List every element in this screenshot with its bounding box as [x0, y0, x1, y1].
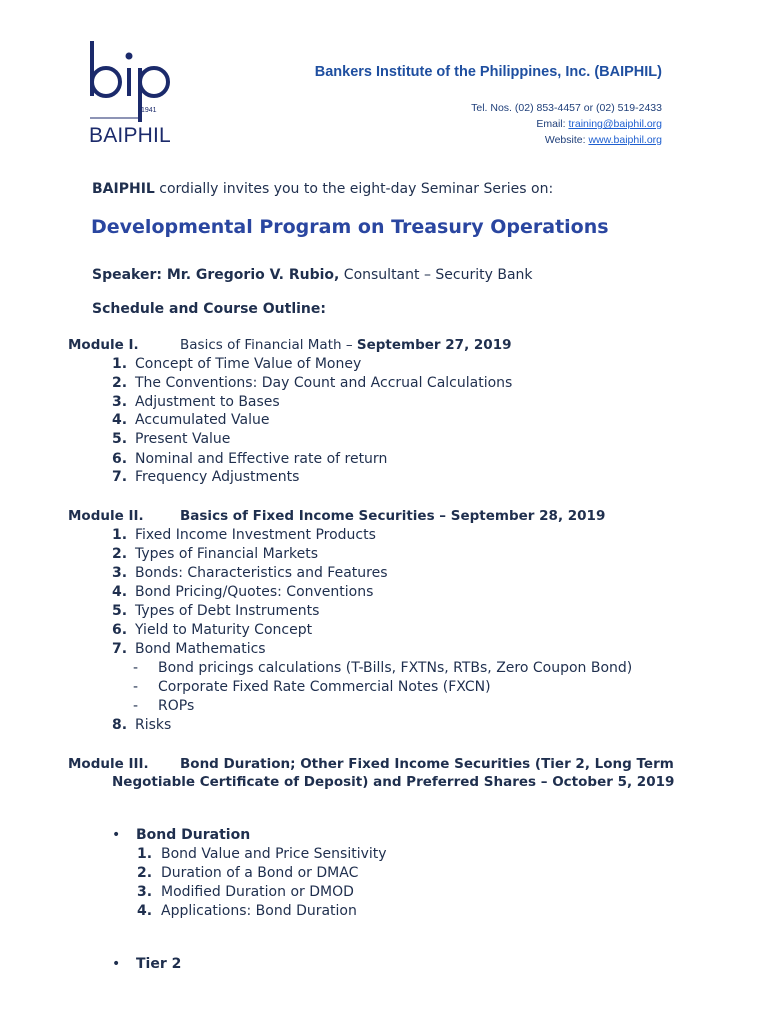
- list-item: 6. Yield to Maturity Concept: [112, 622, 313, 638]
- list-item: 3. Adjustment to Bases: [112, 394, 280, 410]
- module-3-heading: [68, 756, 674, 772]
- list-item: 1. Fixed Income Investment Products: [112, 527, 376, 543]
- list-item: 7. Frequency Adjustments: [112, 469, 300, 485]
- bullet-icon: •: [112, 956, 121, 972]
- telephone-numbers: Tel. Nos. (02) 853-4457 or (02) 519-2433: [471, 102, 662, 114]
- website-label: Website:: [544, 134, 589, 146]
- list-item: 1. Concept of Time Value of Money: [112, 356, 362, 372]
- list-item: 4. Accumulated Value: [112, 412, 270, 428]
- list-item: 4. Applications: Bond Duration: [137, 903, 357, 919]
- module-2-heading: [68, 508, 605, 524]
- sub-list-item: - Bond pricings calculations (T-Bills, FXTNs, RTBs, Zero Coupon Bond): [133, 660, 633, 676]
- schedule-heading: Schedule and Course Outline:: [92, 301, 326, 317]
- list-item: 4. Bond Pricing/Quotes: Conventions: [112, 584, 374, 600]
- speaker-role: Consultant – Security Bank: [339, 267, 533, 283]
- invite-body: cordially invites you to the eight-day Seminar Series on:: [154, 181, 554, 197]
- sub-list-item: - ROPs: [133, 698, 195, 714]
- module-2-label: Module II.: [68, 508, 144, 524]
- list-item: 5. Present Value: [112, 431, 231, 447]
- module-1-label: Module I.: [68, 337, 139, 353]
- sub-list-item: - Corporate Fixed Rate Commercial Notes (FXCN): [133, 679, 491, 695]
- speaker-name: Speaker: Mr. Gregorio V. Rubio,: [92, 267, 340, 283]
- logo-year: 1941: [141, 107, 157, 114]
- email-line: [536, 118, 662, 130]
- organization-name: Bankers Institute of the Philippines, Inc. (BAIPHIL): [314, 64, 662, 80]
- list-item: 5. Types of Debt Instruments: [112, 603, 320, 619]
- list-item: 7. Bond Mathematics: [112, 641, 266, 657]
- website-line: [545, 134, 662, 146]
- list-item: 1. Bond Value and Price Sensitivity: [137, 846, 387, 862]
- list-item: 2. The Conventions: Day Count and Accrual Calculations: [112, 375, 513, 391]
- list-item: 6. Nominal and Effective rate of return: [112, 451, 388, 467]
- list-item: 2. Types of Financial Markets: [112, 546, 319, 562]
- module-1-date: September 27, 2019: [356, 337, 512, 353]
- list-item: 2. Duration of a Bond or DMAC: [137, 865, 359, 881]
- bullet-item-tier-2: • Tier 2: [112, 956, 182, 972]
- module-3-title-line-2: Negotiable Certificate of Deposit) and Preferred Shares – October 5, 2019: [112, 774, 675, 790]
- module-2-date: – September 28, 2019: [434, 508, 606, 524]
- speaker-line: [92, 267, 533, 283]
- list-item: 8. Risks: [112, 717, 172, 733]
- bullet-item-bond-duration: • Bond Duration: [112, 827, 251, 843]
- website-link[interactable]: www.baiphil.org: [588, 134, 662, 146]
- logo-wordmark: BAIPHIL: [89, 124, 171, 147]
- module-1-title: Basics of Financial Math –: [180, 337, 357, 353]
- list-item: 3. Bonds: Characteristics and Features: [112, 565, 388, 581]
- list-item: 3. Modified Duration or DMOD: [137, 884, 354, 900]
- module-2-title: Basics of Fixed Income Securities: [180, 508, 435, 524]
- bullet-icon: •: [112, 827, 121, 843]
- invitation-text: [92, 181, 553, 197]
- module-3-title-line-1: Bond Duration; Other Fixed Income Securities (Tier 2, Long Term: [180, 756, 674, 772]
- email-link[interactable]: training@baiphil.org: [568, 118, 662, 130]
- email-label: Email:: [536, 118, 569, 130]
- module-1-heading: [68, 337, 511, 353]
- module-3-label: Module III.: [68, 756, 149, 772]
- invite-org: BAIPHIL: [92, 181, 155, 197]
- program-title: Developmental Program on Treasury Operations: [91, 216, 609, 238]
